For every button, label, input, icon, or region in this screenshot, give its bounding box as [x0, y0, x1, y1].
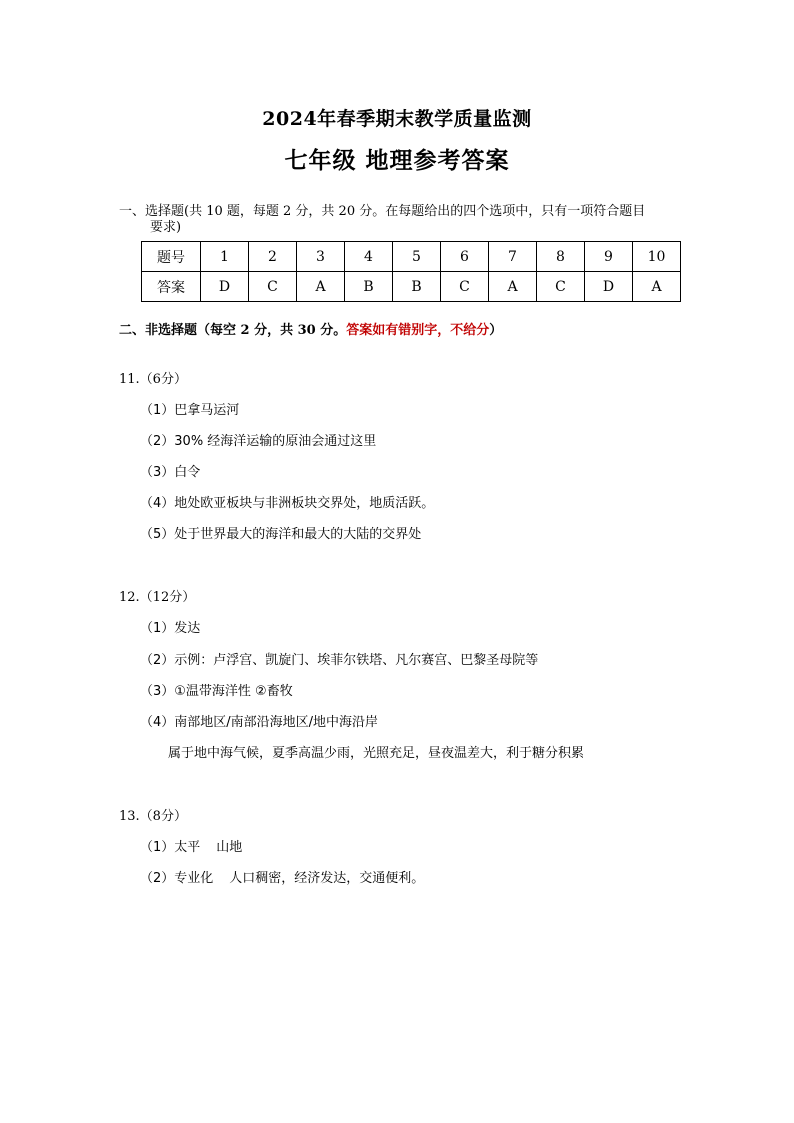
table-cell-number: 2	[249, 242, 297, 272]
q13-answer-2b: 人口稠密，经济发达，交通便利。	[229, 871, 425, 886]
row-label-answer: 答案	[142, 272, 201, 302]
section1-heading-cont: 要求)	[150, 220, 182, 235]
table-cell-answer: B	[393, 272, 441, 302]
q12-answer-3: （3）①温带海洋性 ②畜牧	[140, 684, 293, 699]
table-cell-answer: D	[201, 272, 249, 302]
section2-heading	[119, 322, 502, 340]
section2-heading-text: 二、非选择题（每空 2 分，共 30 分。	[119, 323, 347, 338]
q12-answer-1: （1）发达	[140, 621, 201, 636]
table-cell-answer: A	[489, 272, 537, 302]
q11-answer-1: （1）巴拿马运河	[140, 403, 240, 418]
q13-answer-2a: （2）专业化	[140, 871, 214, 886]
table-cell-answer: C	[249, 272, 297, 302]
table-cell-number: 1	[201, 242, 249, 272]
table-cell-answer: A	[633, 272, 681, 302]
q12-answer-4-explanation: 属于地中海气候，夏季高温少雨，光照充足，昼夜温差大，利于糖分积累	[168, 746, 585, 761]
answer-key-subtitle: 七年级 地理参考答案	[284, 147, 510, 174]
table-cell-answer: C	[441, 272, 489, 302]
table-cell-answer: D	[585, 272, 633, 302]
q13-answer-1	[140, 839, 242, 857]
q11-answer-5: （5）处于世界最大的海洋和最大的大陆的交界处	[140, 527, 422, 542]
row-label-number: 题号	[142, 242, 201, 272]
q11-answer-4: （4）地处欧亚板块与非洲板块交界处，地质活跃。	[140, 496, 435, 511]
q11-answer-2: （2）30% 经海洋运输的原油会通过这里	[140, 434, 377, 449]
q11-answer-3: （3）白令	[140, 465, 201, 480]
table-cell-number: 3	[297, 242, 345, 272]
answer-table	[141, 241, 681, 302]
table-cell-number: 7	[489, 242, 537, 272]
q12-answer-4: （4）南部地区/南部沿海地区/地中海沿岸	[140, 715, 379, 730]
q12-title: 12.（12分）	[119, 590, 196, 605]
q13-title: 13.（8分）	[119, 809, 187, 824]
table-cell-number: 6	[441, 242, 489, 272]
table-cell-answer: B	[345, 272, 393, 302]
table-cell-number: 8	[537, 242, 585, 272]
table-cell-number: 5	[393, 242, 441, 272]
exam-title: 2024年春季期末教学质量监测	[262, 108, 532, 130]
q11-title: 11.（6分）	[119, 372, 187, 387]
q13-answer-1a: （1）太平	[140, 840, 201, 855]
table-cell-answer: A	[297, 272, 345, 302]
q13-answer-1b: 山地	[216, 840, 243, 855]
table-cell-number: 4	[345, 242, 393, 272]
table-cell-number: 9	[585, 242, 633, 272]
section2-warning: 答案如有错别字，不给分	[346, 323, 490, 338]
table-row-answers	[142, 272, 681, 302]
section1-heading: 一、选择题(共 10 题，每题 2 分，共 20 分。在每题给出的四个选项中，只有一项符合题目	[119, 204, 646, 219]
table-cell-number: 10	[633, 242, 681, 272]
table-row-numbers	[142, 242, 681, 272]
q13-answer-2	[140, 870, 424, 888]
section2-heading-end: ）	[489, 323, 503, 338]
table-cell-answer: C	[537, 272, 585, 302]
q12-answer-2: （2）示例：卢浮宫、凯旋门、埃菲尔铁塔、凡尔赛宫、巴黎圣母院等	[140, 653, 539, 668]
